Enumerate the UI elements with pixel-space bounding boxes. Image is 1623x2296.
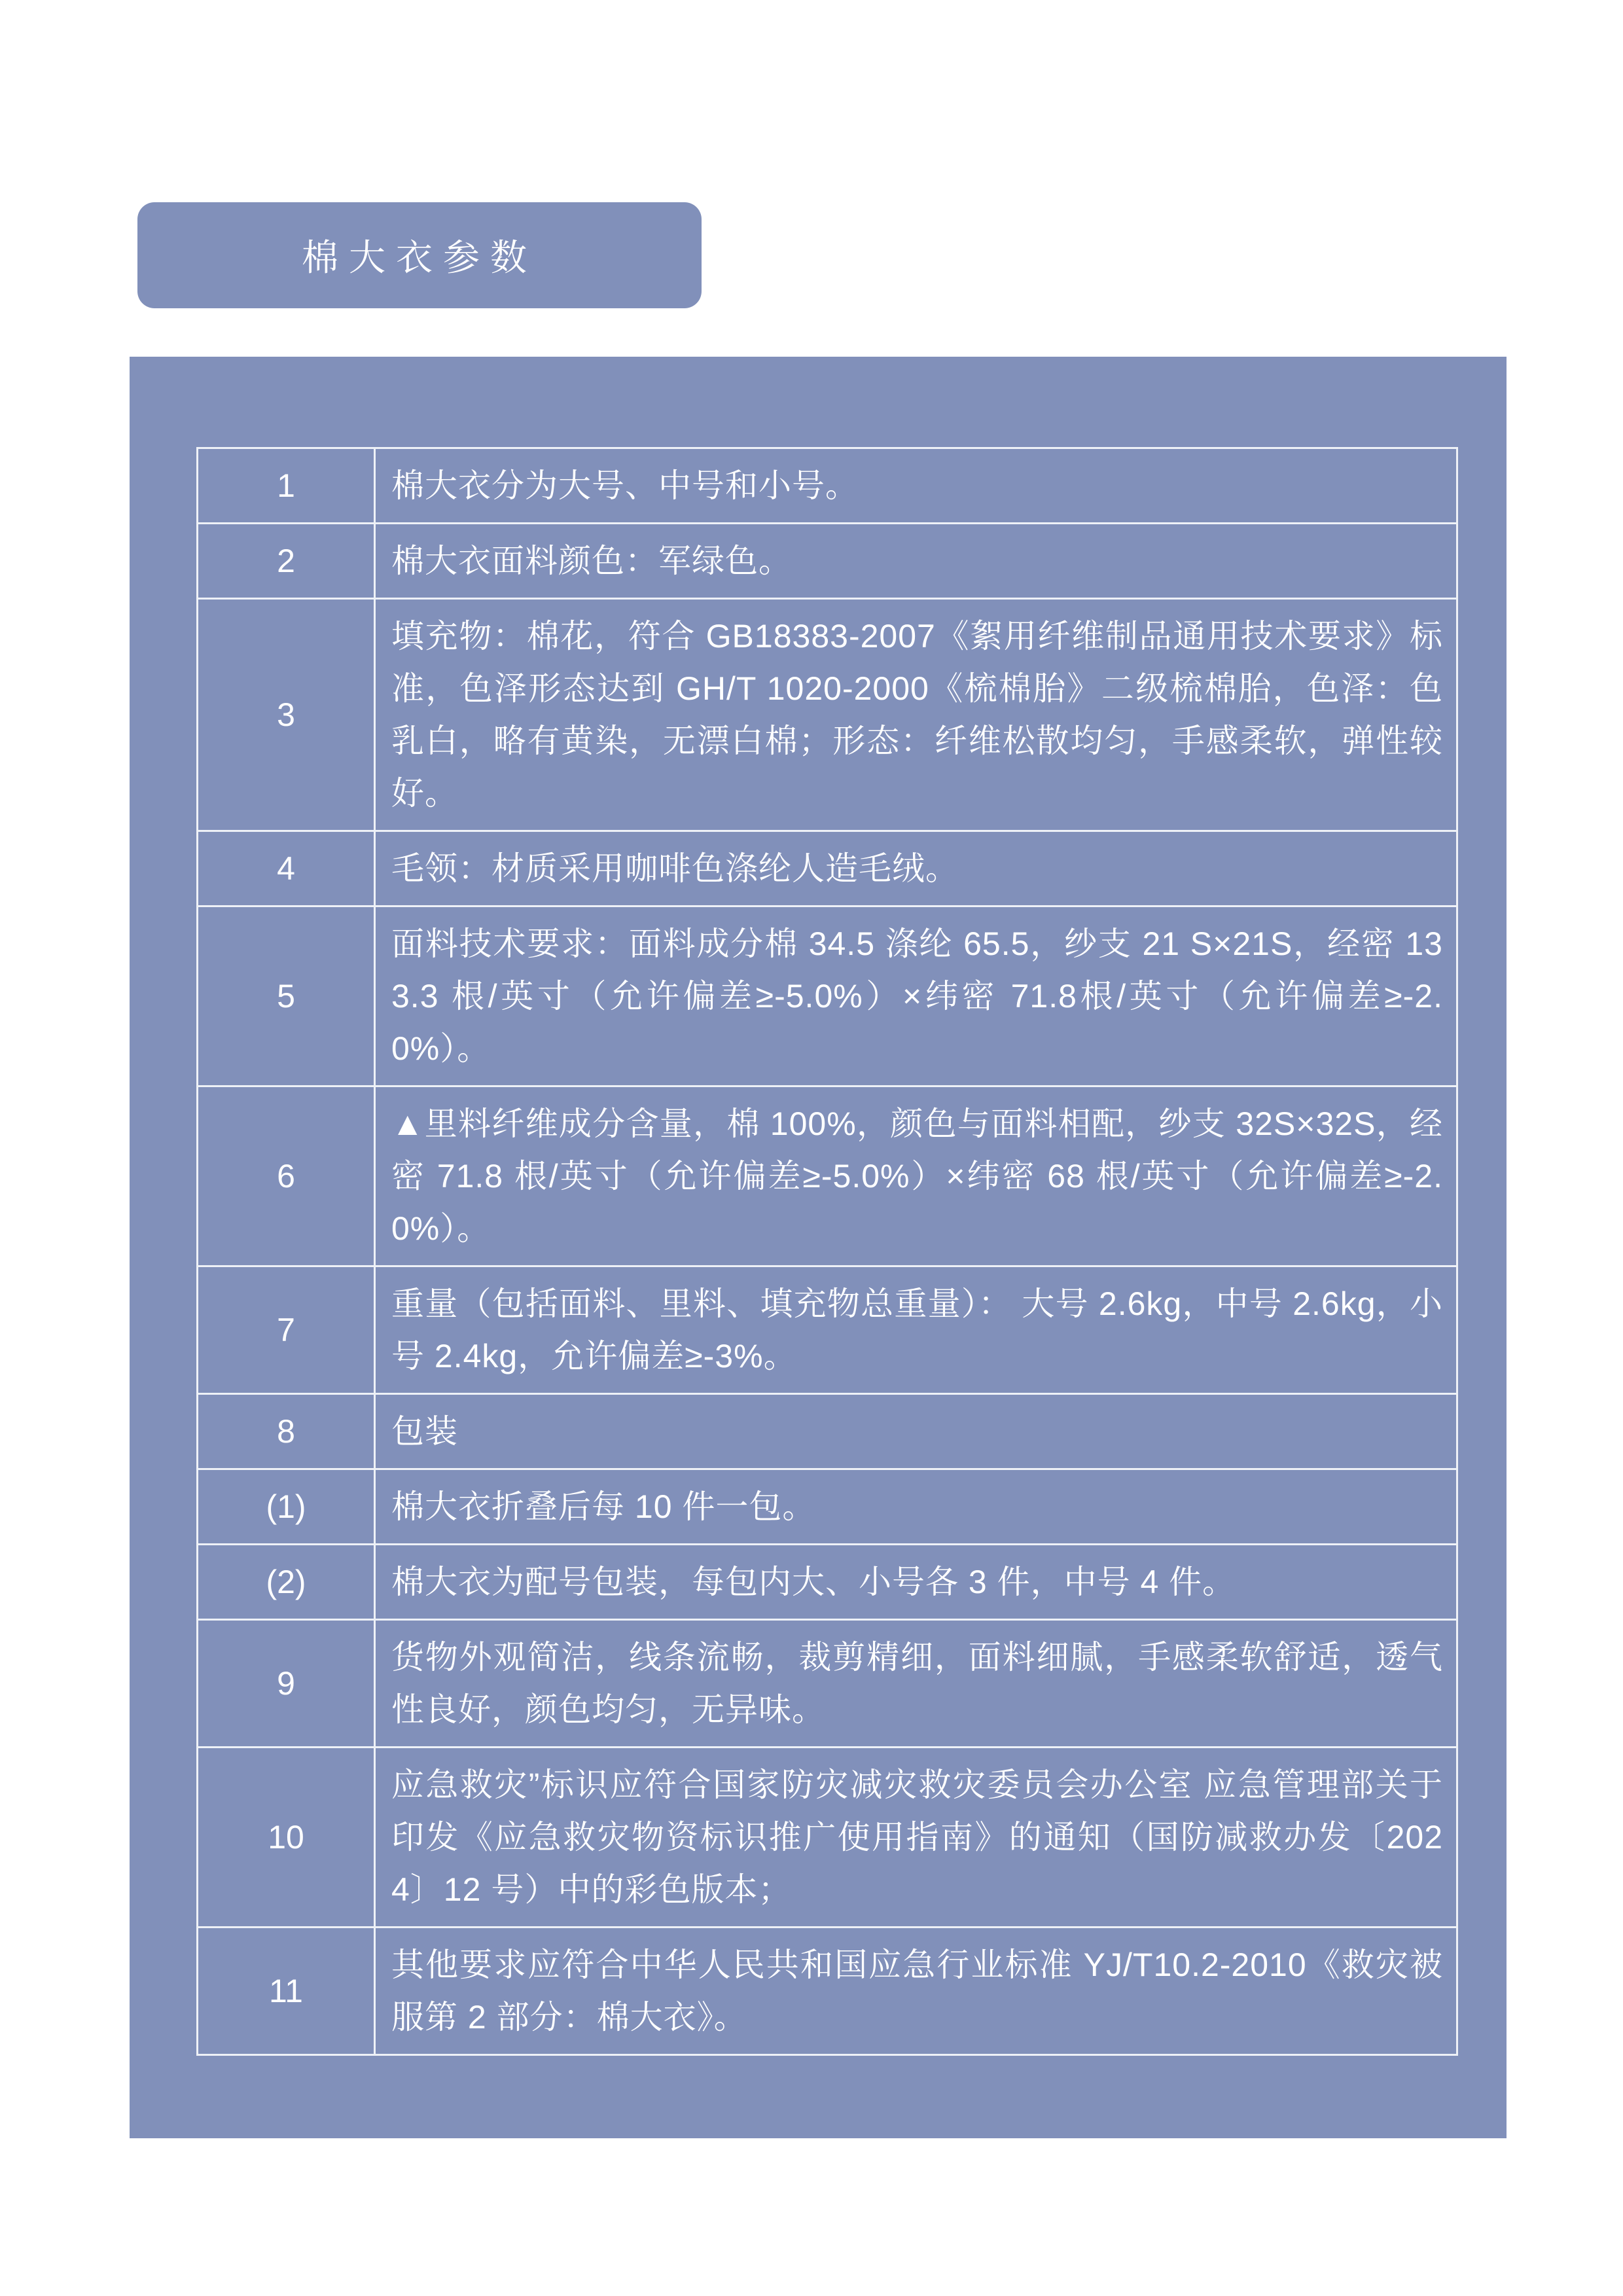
row-text: 棉大衣折叠后每 10 件一包。 (375, 1469, 1457, 1545)
row-text: 货物外观简洁，线条流畅，裁剪精细，面料细腻，手感柔软舒适，透气性良好，颜色均匀，无异味。 (375, 1620, 1457, 1748)
row-number: (2) (198, 1545, 375, 1620)
row-text: 棉大衣面料颜色：军绿色。 (375, 524, 1457, 599)
table-row (198, 1928, 1457, 2055)
table-row (198, 1394, 1457, 1469)
row-number: 6 (198, 1086, 375, 1266)
row-text: ▲里料纤维成分含量，棉 100%，颜色与面料相配，纱支 32S×32S，经密 71.8 根/英寸（允许偏差≥-5.0%）×纬密 68 根/英寸（允许偏差≥-2.0%）。 (375, 1086, 1457, 1266)
row-text: 应急救灾”标识应符合国家防灾减灾救灾委员会办公室 应急管理部关于印发《应急救灾物资标识推广使用指南》的通知（国防减救办发〔2024〕12 号）中的彩色版本； (375, 1748, 1457, 1928)
page-title: 棉大衣参数 (302, 237, 537, 278)
row-text: 毛领：材质采用咖啡色涤纶人造毛绒。 (375, 831, 1457, 906)
row-number: 9 (198, 1620, 375, 1748)
row-number: 11 (198, 1928, 375, 2055)
row-number: 10 (198, 1748, 375, 1928)
table-row (198, 1545, 1457, 1620)
row-text: 其他要求应符合中华人民共和国应急行业标准 YJ/T10.2-2010《救灾被服第 2 部分：棉大衣》。 (375, 1928, 1457, 2055)
row-number: 2 (198, 524, 375, 599)
table-row (198, 448, 1457, 524)
table-row (198, 1469, 1457, 1545)
row-text: 面料技术要求：面料成分棉 34.5 涤纶 65.5，纱支 21 S×21S，经密 133.3 根/英寸（允许偏差≥-5.0%）×纬密 71.8根/英寸（允许偏差≥-2.0%）。 (375, 906, 1457, 1086)
content-panel (130, 357, 1507, 2138)
row-text: 重量（包括面料、里料、填充物总重量）： 大号 2.6kg，中号 2.6kg，小号 2.4kg，允许偏差≥-3%。 (375, 1266, 1457, 1394)
table-row (198, 1266, 1457, 1394)
row-number: 3 (198, 599, 375, 831)
row-text: 棉大衣分为大号、中号和小号。 (375, 448, 1457, 524)
row-number: 4 (198, 831, 375, 906)
spec-table (196, 447, 1458, 2056)
row-text: 棉大衣为配号包装，每包内大、小号各 3 件，中号 4 件。 (375, 1545, 1457, 1620)
row-text: 包装 (375, 1394, 1457, 1469)
row-number: 1 (198, 448, 375, 524)
row-number: 5 (198, 906, 375, 1086)
row-number: 7 (198, 1266, 375, 1394)
table-row (198, 906, 1457, 1086)
row-text: 填充物：棉花，符合 GB18383-2007《絮用纤维制品通用技术要求》标准，色泽形态达到 GH/T 1020-2000《梳棉胎》二级梳棉胎，色泽：色乳白，略有黄染，无漂白棉；形态：纤维松散均匀，手感柔软，弹性较好。 (375, 599, 1457, 831)
row-number: (1) (198, 1469, 375, 1545)
table-row (198, 831, 1457, 906)
table-row (198, 1748, 1457, 1928)
row-number: 8 (198, 1394, 375, 1469)
table-row (198, 1620, 1457, 1748)
spec-table-body (198, 448, 1457, 2055)
title-badge (137, 202, 702, 308)
table-row (198, 1086, 1457, 1266)
table-row (198, 524, 1457, 599)
table-row (198, 599, 1457, 831)
